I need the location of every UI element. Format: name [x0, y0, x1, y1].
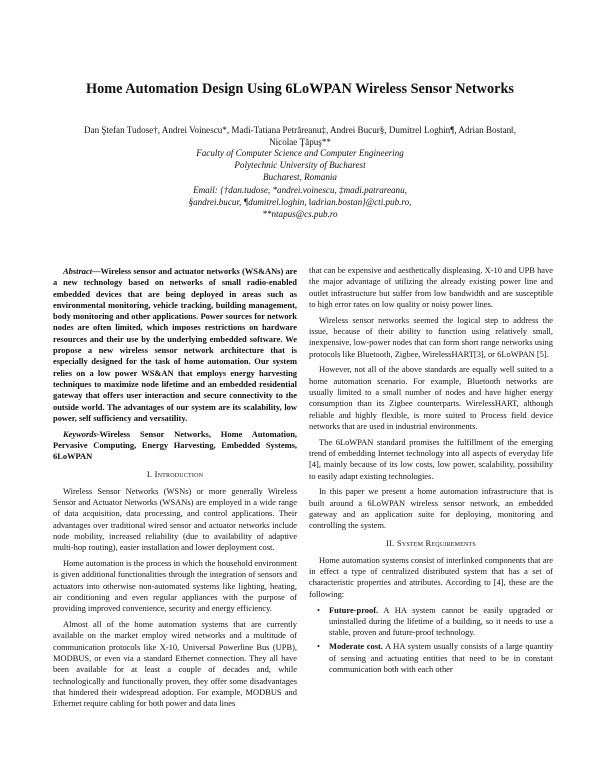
- abstract: [53, 266, 297, 424]
- requirement-term: Future-proof.: [329, 604, 379, 615]
- body-paragraph: However, not all of the above standards are equally well suited to a home automation scenario. For example, Bluetooth networks are usually limited to a small number of nodes and have higher energy consumption than its Zigbee counterparts. WirelessHART, although reliable and highly flexible, is more suited to Process field device networks that are used in industrial environments.: [309, 364, 553, 431]
- body-paragraph: that can be expensive and aesthetically displeasing. X-10 and UPB have the major advantage of utilizing the already existing power line and outlet infrastructure but suffer from low bandwidth and are susceptible to high error rates on low quality or noisy power lines.: [309, 265, 553, 309]
- bullet-icon: •: [317, 641, 320, 652]
- body-paragraph: Almost all of the home automation systems that are currently available on the market employ wired networks and a multitude of communication protocols like X-10, Universal Powerline Bus (UPB), MODBUS, or even via a standard Ethernet connection. They all have been available for at least a couple of decades and, while technologically and functionally proven, they offer some disadvantages that hindered their widespread adoption. For example, MODBUS and Ethernet require cabling for both power and data lines: [53, 619, 297, 709]
- section-title: System Requirements: [396, 537, 476, 548]
- keywords: [53, 429, 297, 463]
- author-line: Dan Ştefan Tudose†, Andrei Voinescu*, Madi-Tatiana Petrăreanu‡, Andrei Bucur§, Dumitrel Loghin¶, Adrian Bostan‖,: [83, 125, 517, 135]
- requirement-term: Moderate cost.: [329, 641, 383, 652]
- list-item: [309, 641, 553, 675]
- body-paragraph: Wireless sensor networks seemed the logical step to address the issue, because of their ability to function using relatively small, inexpensive, low-power nodes that can form short range networks using protocols like Bluetooth, Zigbee, WirelessHART[3], or 6LoWPAN [5].: [309, 314, 553, 359]
- requirement-text: A HA system cannot be easily upgraded or uninstalled during the lifetime of a building, so it needs to use a stable, proven and future-proof technology.: [329, 604, 553, 638]
- section-title: Introduction: [154, 468, 204, 479]
- left-column: [53, 266, 297, 714]
- keywords-text: -Wireless Sensor Networks, Home Automation, Pervasive Computing, Energy Harvesting, Embedded Systems, 6LoWPAN: [53, 428, 297, 462]
- requirements-list: [309, 605, 553, 676]
- section-number: II.: [386, 537, 397, 548]
- right-column: [309, 265, 553, 678]
- paper-title: Home Automation Design Using 6LoWPAN Wireless Sensor Networks: [86, 81, 514, 97]
- requirement-text: A HA system usually consists of a large quantity of sensing and actuating entities that need to be in constant communication both with each other: [329, 641, 553, 674]
- section-heading-system-requirements: [309, 538, 553, 549]
- section-heading-introduction: [53, 469, 297, 480]
- body-paragraph: The 6LoWPAN standard promises the fulfillment of the emerging trend of embedding Internet technology into all aspects of everyday life [4], mainly because of its low costs, low power, scalability, possibility to easily adapt existing technologies.: [309, 436, 553, 481]
- email-line: Email: {†dan.tudose, *andrei.voinescu, ‡madi.patrareanu,: [193, 184, 407, 195]
- affiliation-line: Bucharest, Romania: [263, 172, 337, 183]
- bullet-icon: •: [317, 604, 320, 615]
- body-paragraph: Home automation systems consist of interlinked components that are in effect a type of centralized distributed system that has a set of characteristic properties and attributes. According to [4], these are the following:: [309, 554, 553, 599]
- affiliation-line: Polytechnic University of Bucharest: [234, 160, 366, 171]
- author-line: Nicolae Ţăpuş**: [269, 137, 331, 148]
- author-list: [40, 124, 560, 148]
- body-paragraph: In this paper we present a home automation infrastructure that is built around a 6LoWPAN wireless sensor network, an embedded gateway and an application suite for deploying, monitoring and controlling the system.: [309, 486, 553, 531]
- list-item: [309, 605, 553, 639]
- email-line: §andrei.bucur, ¶dumitrel.loghin, ‖adrian.bostan}@cti.pub.ro,: [188, 196, 412, 207]
- affiliation-block: [40, 147, 560, 220]
- body-paragraph: Home automation is the process in which the household environment is given additional functionalities through the integration of sensors and actuators into otherwise non-automated systems like lighting, heating, air conditioning and even regular appliances with the purpose of providing improved convenience, security and energy efficiency.: [53, 558, 297, 614]
- section-number: I.: [146, 468, 155, 479]
- abstract-label: Abstract: [63, 266, 93, 276]
- affiliation-line: Faculty of Computer Science and Computer Engineering: [196, 148, 404, 158]
- abstract-text: —Wireless sensor and actuator networks (WS&ANs) are a new technology based on networks of small radio-enabled embedded devices that are being deployed in areas such as environmental monitoring, vehicle tracking, building management, body monitoring and other applications. Power sources for network nodes are often limited, which imposes restrictions on hardware resources and their use by the underlying embedded software. We propose a new wireless sensor network architecture that is especially designed for the task of home automation. Our system relies on a low power WS&AN that employs energy harvesting techniques to maximize node lifetime and an embedded residential gateway that offers user interaction and secure connectivity to the outside world. The advantages of our system are its scalability, low power, self sufficiency and versatility.: [53, 266, 297, 423]
- body-paragraph: Wireless Sensor Networks (WSNs) or more generally Wireless Sensor and Actuator Networks (WSANs) are employed in a wide range of data acquisition, data processing, and control applications. Their advantages over traditional wired sensor and actuator networks include node mobility, increased reliability (due to availability of adaptive multi-hop routing), easier installation and lower deployment cost.: [53, 485, 297, 553]
- keywords-label: Keywords: [63, 428, 97, 439]
- email-line: **ntapus@cs.pub.ro: [262, 209, 338, 220]
